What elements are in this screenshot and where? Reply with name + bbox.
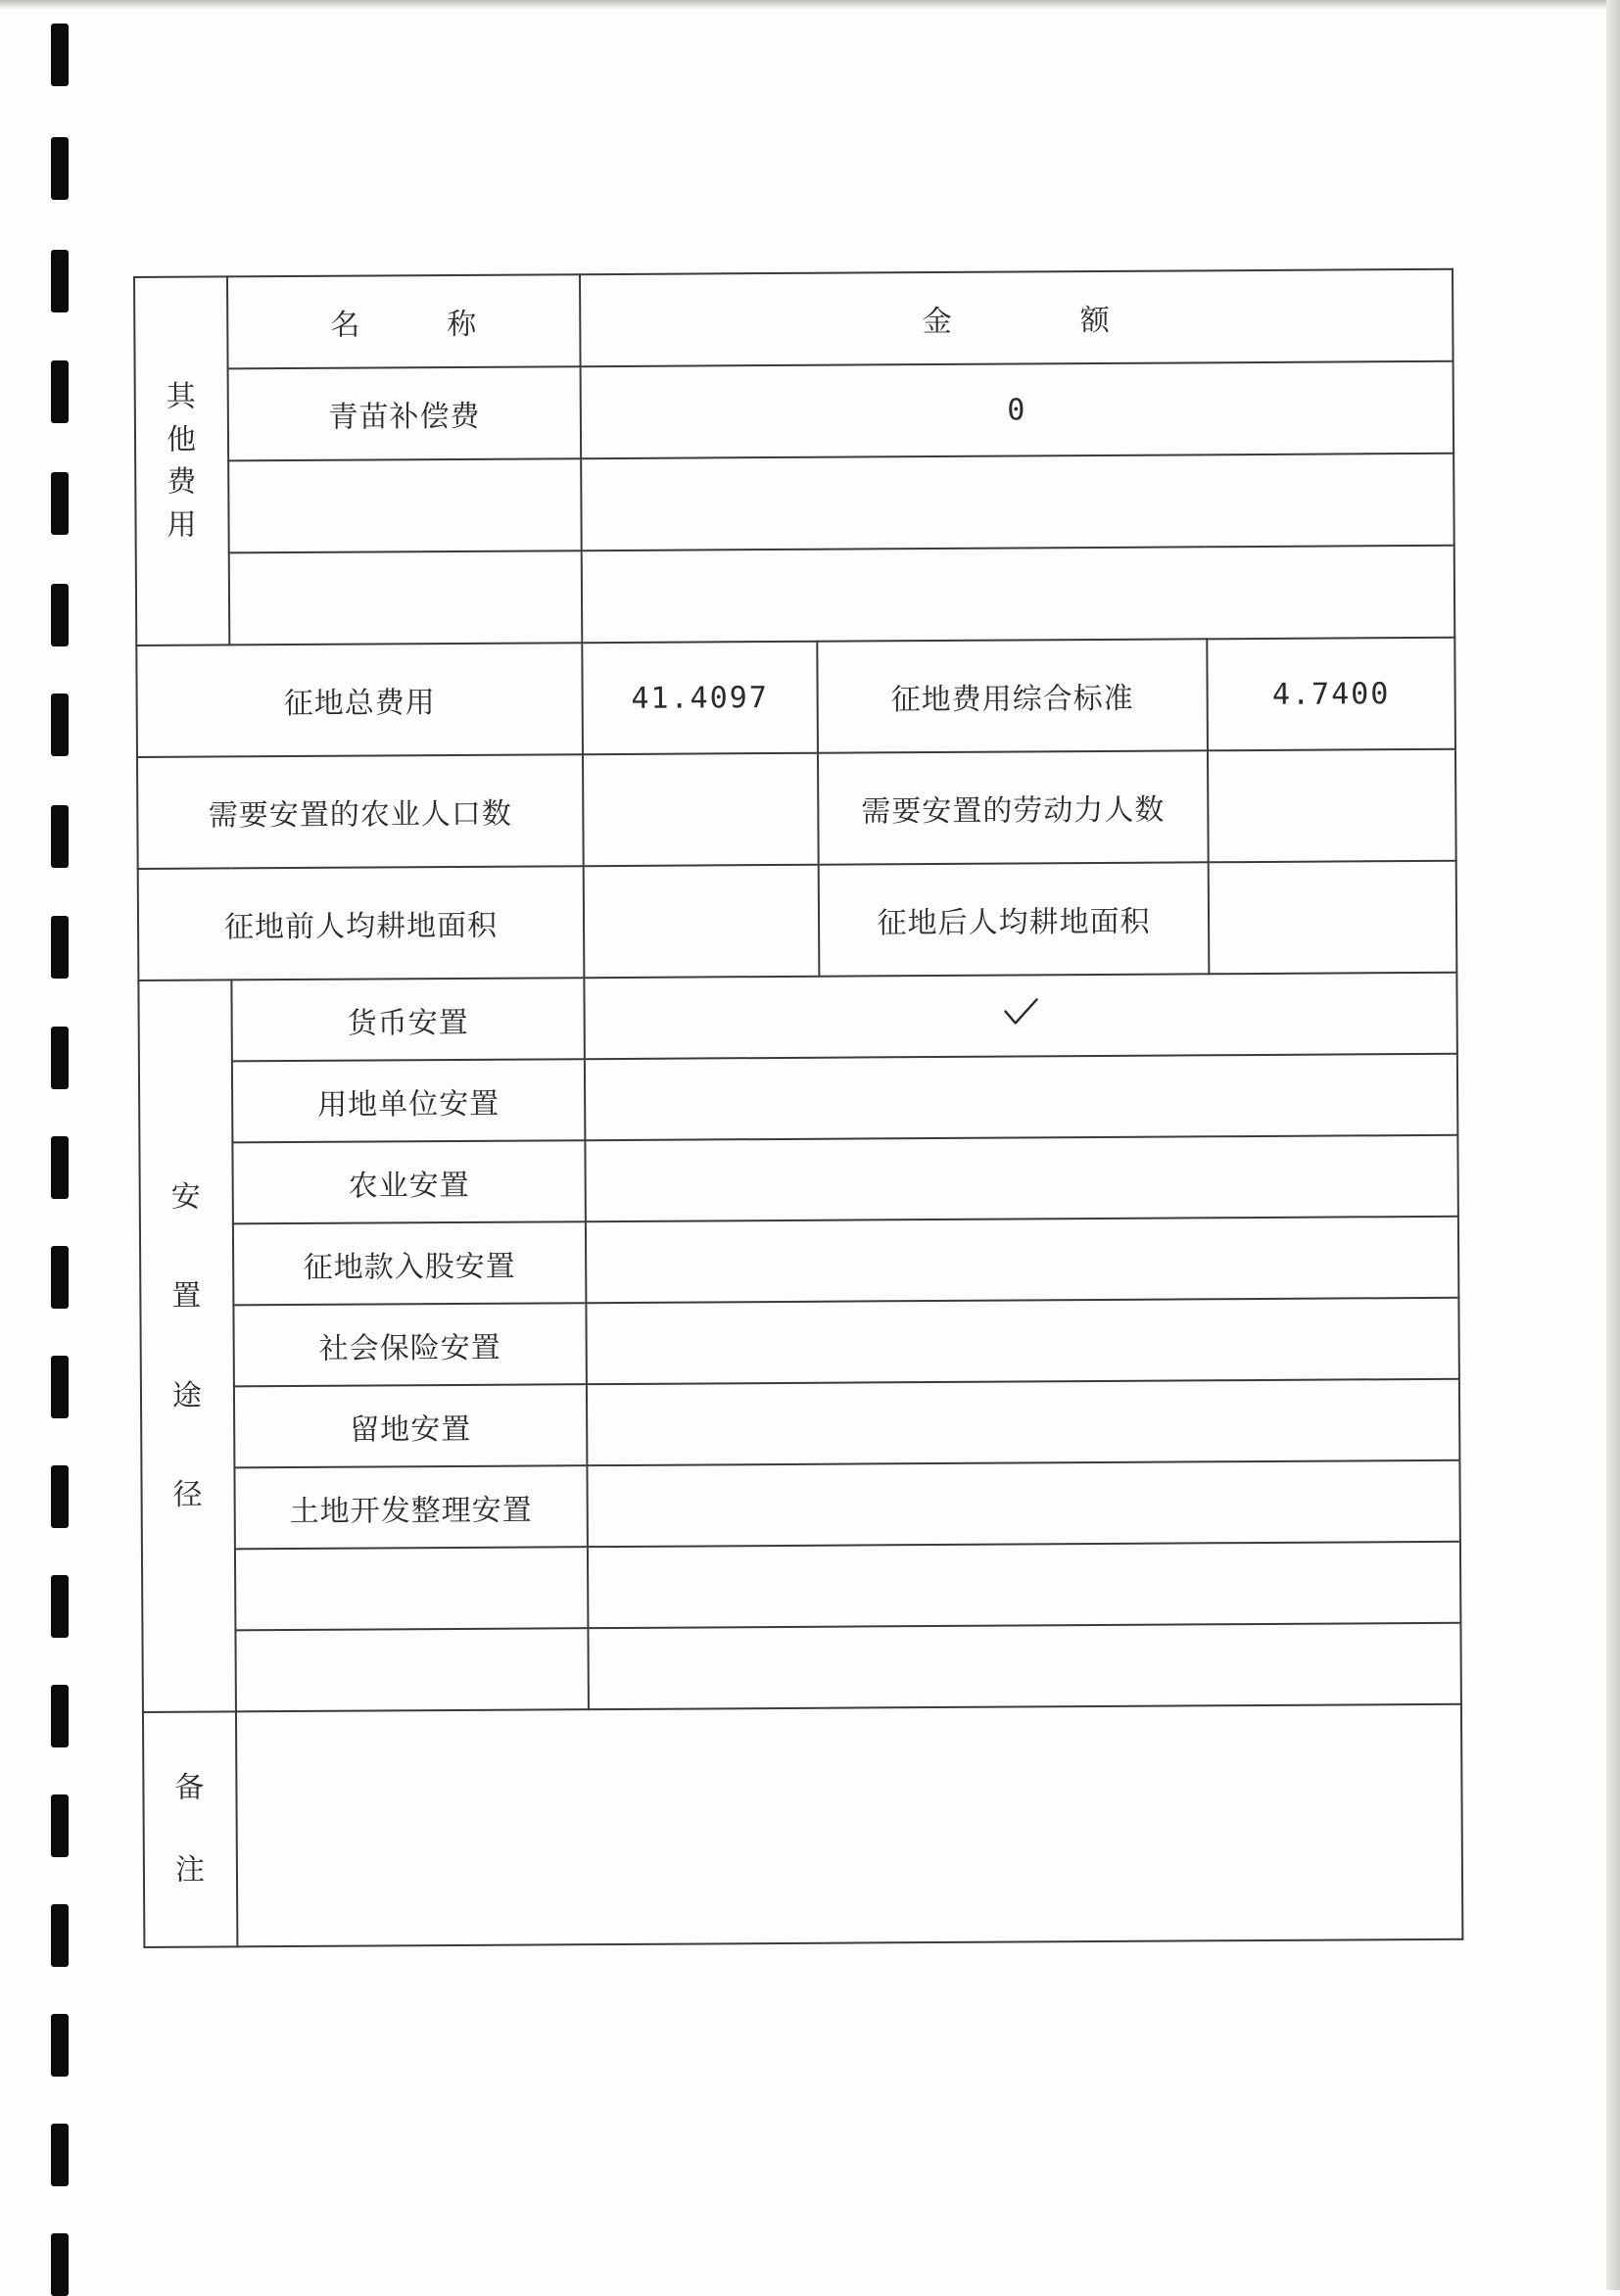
binding-hole [51, 1136, 69, 1199]
section-label-char: 费 [167, 464, 198, 500]
binding-hole [51, 250, 69, 312]
land-acquisition-form [133, 268, 1461, 1956]
binding-hole [51, 916, 69, 979]
section-label-char: 用 [167, 507, 198, 543]
other-fee-row [136, 546, 1455, 646]
name-column-header [227, 274, 581, 368]
section-label-char: 注 [174, 1852, 207, 1888]
resettlement-option-mark[interactable] [585, 1054, 1458, 1140]
resettlement-option-name: 土地开发整理安置 [234, 1465, 588, 1549]
page-right-edge [1606, 0, 1620, 2290]
section-label-char: 置 [171, 1278, 203, 1314]
resettlement-option-name: 货币安置 [231, 978, 585, 1061]
resettlement-option-mark[interactable] [588, 1623, 1461, 1709]
header-char: 称 [447, 307, 478, 343]
other-fee-amount[interactable] [581, 361, 1454, 458]
resettlement-row [141, 1460, 1460, 1550]
other-fees-header-row [134, 269, 1453, 369]
binding-hole [51, 1465, 69, 1528]
other-fees-section-label [134, 276, 229, 646]
form-table [133, 268, 1463, 1948]
before-area-label: 征地前人均耕地面积 [138, 866, 585, 981]
page-top-edge [0, 0, 1620, 10]
section-label-char: 安 [170, 1179, 202, 1215]
binding-hole [51, 1246, 69, 1309]
other-fee-name [228, 458, 582, 552]
header-char: 金 [922, 304, 953, 340]
binding-hole [51, 360, 69, 423]
after-area-value[interactable] [1209, 861, 1457, 975]
amount-column-header [580, 269, 1453, 366]
resettlement-section-label [138, 980, 236, 1712]
header-char: 名 [330, 308, 361, 343]
resettlement-option-name [235, 1547, 589, 1630]
summary-row-area [138, 861, 1457, 981]
resettlement-option-name: 留地安置 [234, 1384, 588, 1467]
summary-row-total [136, 638, 1455, 757]
standard-value-cell[interactable] [1207, 638, 1455, 751]
resettlement-option-mark[interactable] [586, 1217, 1459, 1303]
binding-holes [0, 0, 88, 2290]
binding-hole [51, 805, 69, 868]
binding-hole [51, 1575, 69, 1638]
section-label-char: 径 [172, 1477, 204, 1512]
section-label-char: 备 [174, 1770, 206, 1805]
total-fee-label: 征地总费用 [136, 643, 583, 757]
resettlement-option-mark[interactable] [587, 1379, 1460, 1465]
binding-hole [51, 2014, 69, 2077]
resettlement-option-mark[interactable] [586, 1298, 1459, 1384]
binding-hole [51, 1904, 69, 1967]
after-area-label: 征地后人均耕地面积 [819, 862, 1210, 976]
standard-label: 征地费用综合标准 [817, 639, 1208, 752]
binding-hole [51, 1685, 69, 1747]
binding-hole [51, 584, 69, 646]
before-area-value[interactable] [584, 865, 820, 978]
resettlement-row [141, 1379, 1460, 1468]
section-label-char: 途 [171, 1378, 204, 1413]
binding-hole [51, 2233, 69, 2296]
other-fee-row [135, 361, 1454, 461]
binding-hole [51, 1356, 69, 1418]
section-label-char: 其 [166, 379, 197, 414]
resettlement-option-name [235, 1628, 589, 1711]
resettlement-option-name: 农业安置 [232, 1140, 586, 1223]
binding-hole [51, 24, 69, 86]
remarks-content[interactable] [236, 1704, 1462, 1947]
summary-row-population [137, 749, 1456, 869]
resettlement-option-name: 征地款入股安置 [233, 1221, 587, 1305]
labor-value[interactable] [1208, 749, 1456, 863]
checkmark-icon [1003, 997, 1038, 1027]
resettlement-option-name: 社会保险安置 [233, 1303, 587, 1386]
resettlement-row [140, 1217, 1459, 1306]
remarks-section-label [143, 1711, 237, 1947]
binding-hole [51, 1027, 69, 1089]
other-fee-amount[interactable] [582, 546, 1455, 643]
resettlement-option-mark[interactable] [587, 1460, 1460, 1547]
resettlement-option-mark[interactable] [588, 1542, 1461, 1628]
standard-value: 4.7400 [1271, 676, 1391, 712]
resettlement-option-mark[interactable] [585, 1135, 1458, 1221]
resettlement-row [139, 1054, 1458, 1143]
total-fee-value-cell[interactable] [582, 642, 818, 754]
agri-pop-label: 需要安置的农业人口数 [137, 754, 584, 869]
resettlement-option-name: 用地单位安置 [232, 1059, 586, 1142]
header-char: 额 [1079, 303, 1111, 339]
binding-hole [51, 137, 69, 200]
labor-label: 需要安置的劳动力人数 [818, 750, 1209, 864]
resettlement-row [139, 1135, 1458, 1224]
other-fee-row [135, 454, 1454, 553]
amount-value: 0 [1007, 392, 1027, 428]
resettlement-row [140, 1298, 1459, 1387]
other-fee-name: 青苗补偿费 [228, 366, 582, 460]
binding-hole [51, 2124, 69, 2186]
resettlement-row [138, 973, 1457, 1062]
remarks-row [143, 1704, 1462, 1947]
section-label-char: 他 [166, 422, 198, 457]
binding-hole [51, 694, 69, 756]
resettlement-row [142, 1623, 1461, 1712]
total-fee-value: 41.4097 [631, 680, 769, 716]
other-fee-name [229, 550, 583, 645]
resettlement-row [142, 1542, 1461, 1631]
resettlement-option-mark[interactable] [584, 973, 1457, 1059]
binding-hole [51, 1794, 69, 1857]
agri-pop-value[interactable] [583, 753, 819, 866]
binding-hole [51, 472, 69, 535]
other-fee-amount[interactable] [581, 454, 1454, 550]
